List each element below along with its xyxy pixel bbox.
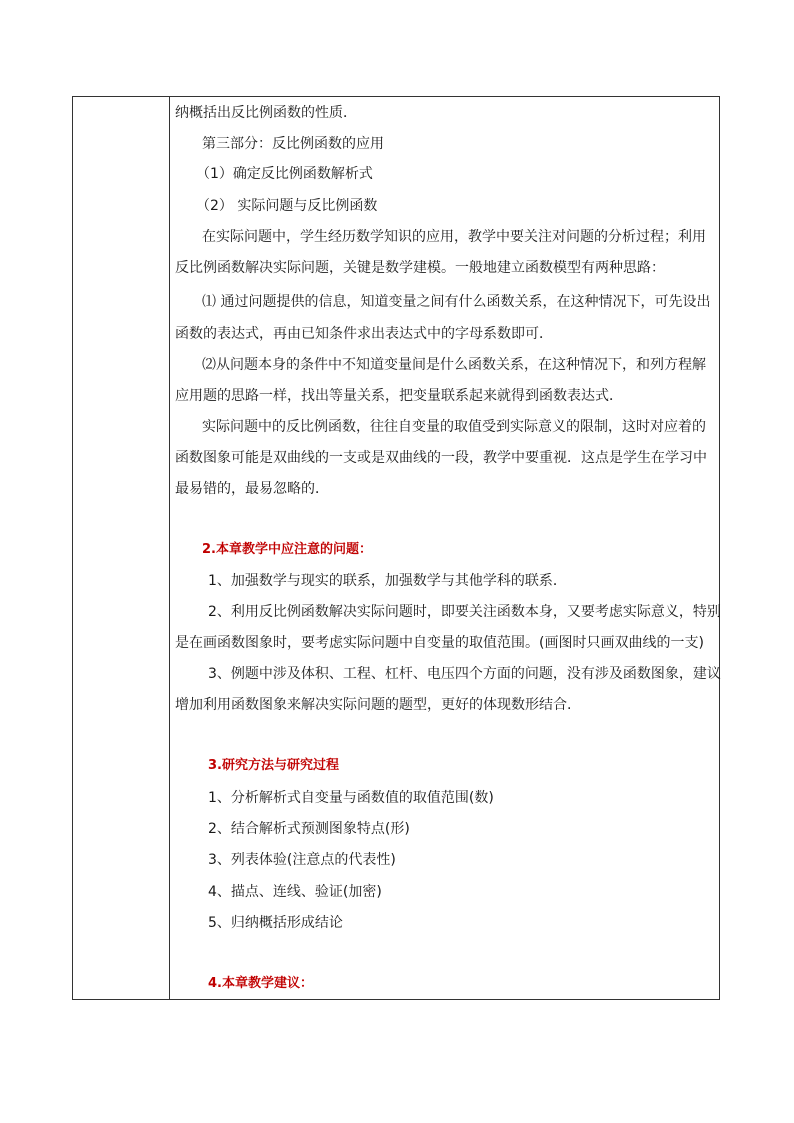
text-line: 函数图象可能是双曲线的一支或是双曲线的一段，教学中要重视．这点是学生在学习中: [175, 450, 707, 466]
text-line: 函数的表达式，再由已知条件求出表达式中的字母系数即可．: [175, 326, 553, 342]
section-title: 第三部分：反比例函数的应用: [202, 136, 384, 152]
text-line: 最易错的，最易忽略的．: [175, 481, 329, 497]
list-item: 2、结合解析式预测图象特点(形): [208, 821, 410, 837]
text-line: ⑵从问题本身的条件中不知道变量间是什么函数关系，在这种情况下，和列方程解: [202, 357, 706, 373]
text-line: 在实际问题中，学生经历数学知识的应用，教学中要关注对问题的分析过程；利用: [202, 229, 706, 245]
section-heading: 3.研究方法与研究过程: [208, 758, 339, 773]
section-heading: 2.本章教学中应注意的问题：: [202, 542, 372, 557]
text-line: ⑴ 通过问题提供的信息，知道变量之间有什么函数关系，在这种情况下，可先设出: [202, 294, 711, 310]
text-line: 纳概括出反比例函数的性质．: [175, 105, 357, 121]
text-line: 反比例函数解决实际问题，关键是数学建模。一般地建立函数模型有两种思路：: [175, 260, 665, 276]
right-column-cell: [170, 97, 719, 999]
text-line: 是在画函数图象时，要考虑实际问题中自变量的取值范围。(画图时只画双曲线的一支): [175, 635, 704, 651]
list-item: 2、利用反比例函数解决实际问题时，即要关注函数本身，又要考虑实际意义，特别: [208, 604, 721, 620]
list-item: 4、描点、连线、验证(加密): [208, 884, 382, 900]
left-column-cell: [73, 97, 170, 999]
list-item: （1）确定反比例函数解析式: [196, 166, 373, 182]
content-table: [72, 96, 720, 1000]
list-item: 1、加强数学与现实的联系，加强数学与其他学科的联系．: [208, 573, 567, 589]
list-item: 3、列表体验(注意点的代表性): [208, 852, 396, 868]
text-line: 实际问题中的反比例函数，往往自变量的取值受到实际意义的限制，这时对应着的: [202, 419, 706, 435]
list-item: 1、分析解析式自变量与函数值的取值范围(数): [208, 790, 494, 806]
list-item: 3、例题中涉及体积、工程、杠杆、电压四个方面的问题，没有涉及函数图象，建议: [208, 666, 721, 682]
text-line: 应用题的思路一样，找出等量关系，把变量联系起来就得到函数表达式．: [175, 388, 623, 404]
text-line: 增加利用函数图象来解决实际问题的题型，更好的体现数形结合.: [175, 697, 572, 713]
list-item: （2） 实际问题与反比例函数: [196, 198, 378, 214]
section-heading: 4.本章教学建议：: [208, 976, 313, 991]
list-item: 5、归纳概括形成结论: [208, 915, 343, 931]
